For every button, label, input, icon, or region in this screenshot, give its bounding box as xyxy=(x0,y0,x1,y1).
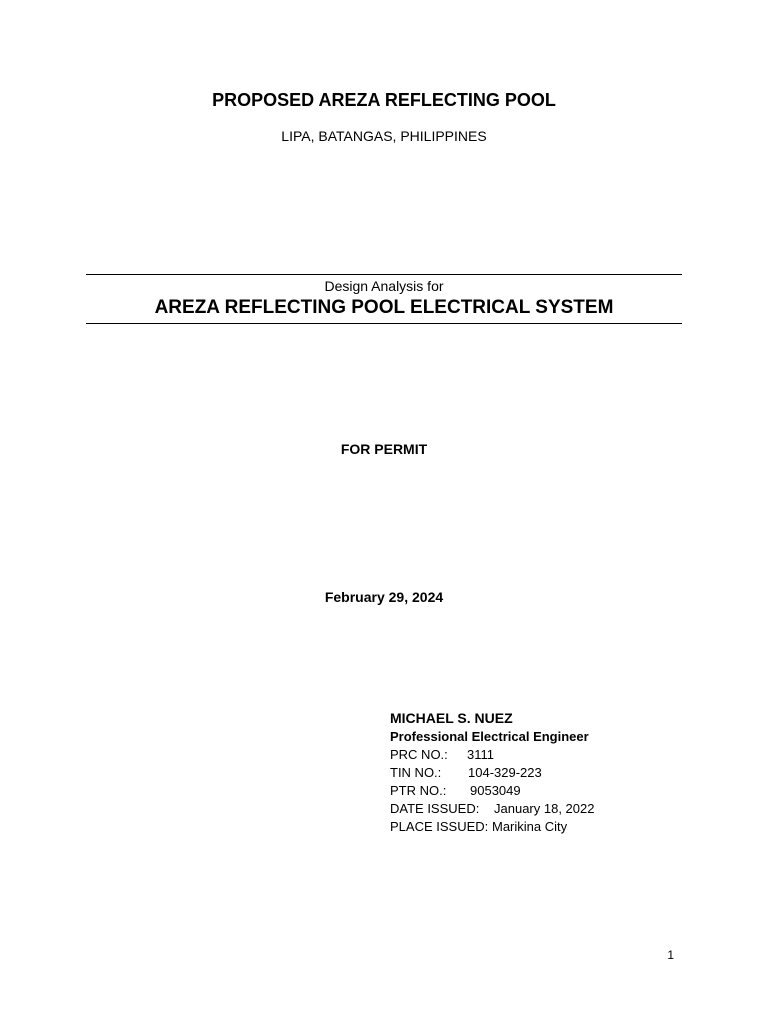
project-title: PROPOSED AREZA REFLECTING POOL xyxy=(212,90,556,110)
issue-date: February 29, 2024 xyxy=(324,589,444,605)
signatory-name: MICHAEL S. NUEZ xyxy=(390,710,513,726)
permit-label: FOR PERMIT xyxy=(340,441,428,457)
page-number: 1 xyxy=(667,948,674,962)
date-issued-row xyxy=(390,800,730,818)
ptr-value: 9053049 xyxy=(470,783,521,798)
top-divider xyxy=(86,274,682,275)
ptr-label: PTR NO.: xyxy=(390,783,447,798)
prc-value: 3111 xyxy=(467,747,494,762)
project-location: LIPA, BATANGAS, PHILIPPINES xyxy=(281,128,487,144)
place-issued-label: PLACE ISSUED: xyxy=(390,819,489,834)
prc-row xyxy=(390,746,730,764)
signatory-role: Professional Electrical Engineer xyxy=(390,729,589,744)
tin-label: TIN NO.: xyxy=(390,765,442,780)
analysis-lead: Design Analysis for xyxy=(324,278,444,294)
ptr-row xyxy=(390,782,730,800)
date-issued-label: DATE ISSUED: xyxy=(390,801,480,816)
tin-value: 104-329-223 xyxy=(468,765,542,780)
place-issued-value: Marikina City xyxy=(492,819,568,834)
prc-label: PRC NO.: xyxy=(390,747,448,762)
place-issued-row xyxy=(390,818,730,836)
analysis-title: AREZA REFLECTING POOL ELECTRICAL SYSTEM xyxy=(154,297,614,318)
date-issued-value: January 18, 2022 xyxy=(494,801,595,816)
signatory-block xyxy=(390,708,730,836)
tin-row xyxy=(390,764,730,782)
bottom-divider xyxy=(86,323,682,324)
